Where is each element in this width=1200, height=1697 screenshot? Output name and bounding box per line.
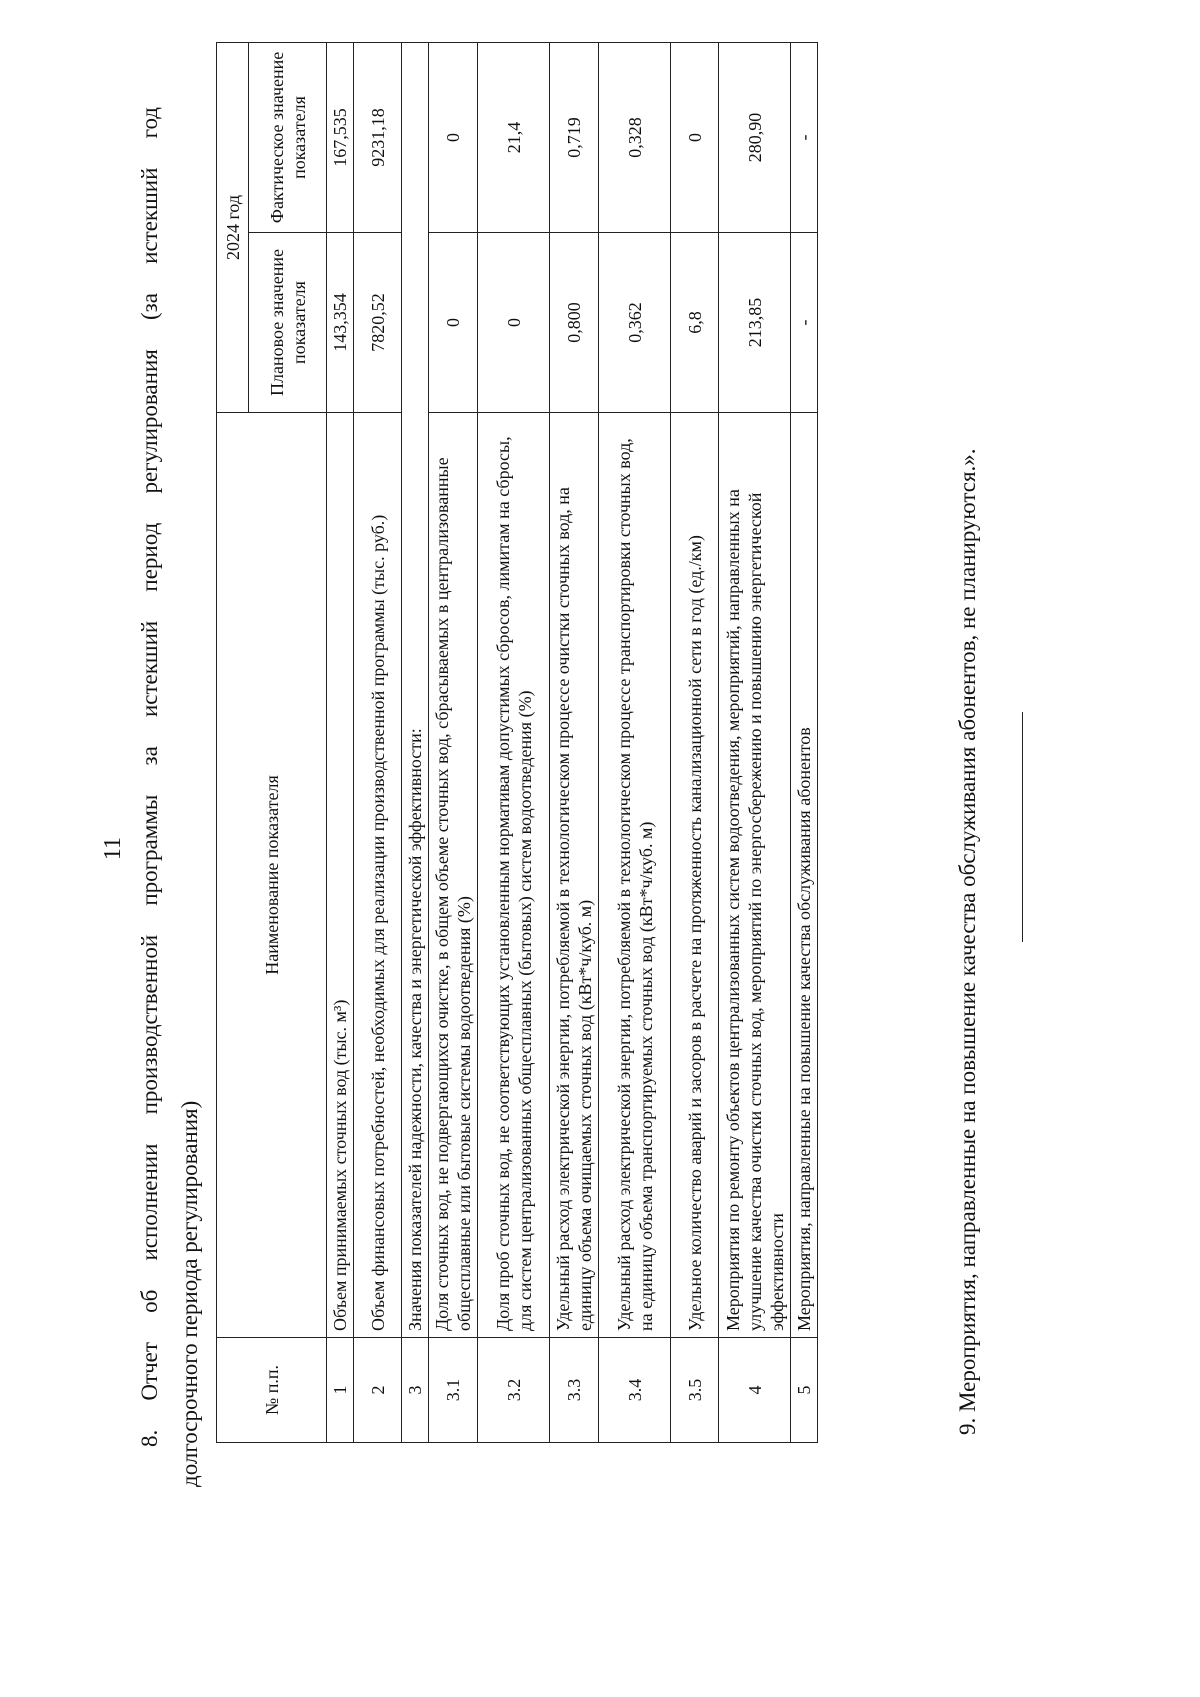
section-8-title (130, 107, 210, 1487)
table-row (719, 42, 791, 1442)
row-plan: - (791, 233, 818, 413)
table-row (327, 42, 354, 1442)
row-num: 2 (354, 1338, 402, 1443)
table-row (478, 42, 550, 1442)
row-num: 5 (791, 1338, 818, 1443)
row-num: 3.5 (671, 1338, 719, 1443)
closing-rule (1022, 712, 1023, 942)
row-fact: 167,535 (327, 42, 354, 232)
row-num: 1 (327, 1338, 354, 1443)
header-fact: Фактическое значение показателя (249, 42, 327, 232)
row-fact: 0 (671, 42, 719, 232)
row-fact: 0,328 (599, 42, 671, 232)
row-name: Удельный расход электрической энергии, потребляемой в технологическом процессе очистки сточных вод, на единицу объема очищаемых сточных вод (кВт*ч/куб. м) (550, 413, 599, 1338)
section-8-title-line-1: 8. Отчет об исполнении производственной программы за истекший период регулирования (за истекший год (137, 107, 162, 1447)
row-plan: 143,354 (327, 233, 354, 413)
table-row (599, 42, 671, 1442)
header-row (217, 42, 249, 1442)
row-num: 3.2 (478, 1338, 550, 1443)
section-8-title-line-2: долгосрочного периода регулирования) (177, 1100, 202, 1487)
row-name: Удельный расход электрической энергии, потребляемой в технологическом процессе транспортировки сточных вод, на единицу объема транспортируемых сточных вод (кВт*ч/куб. м) (599, 413, 671, 1338)
row-num: 3.4 (599, 1338, 671, 1443)
row-fact: 9231,18 (354, 42, 402, 232)
section-9-text: 9. Мероприятия, направленные на повышение качества обслуживания абонентов, не планируются.». (955, 448, 980, 1435)
header-name: Наименование показателя (217, 413, 327, 1338)
header-num: № п.п. (217, 1338, 327, 1443)
row-fact: - (791, 42, 818, 232)
row-fact: 0 (429, 42, 478, 232)
header-year: 2024 год (217, 42, 249, 412)
row-fact: 21,4 (478, 42, 550, 232)
report-table (216, 42, 818, 1443)
row-num: 4 (719, 1338, 791, 1443)
table-row (791, 42, 818, 1442)
row-fact: 0,719 (550, 42, 599, 232)
table-row (550, 42, 599, 1442)
page-number: 11 (100, 836, 126, 861)
row-num: 3 (402, 1338, 429, 1443)
row-name: Мероприятия, направленные на повышение качества обслуживания абонентов (791, 413, 818, 1338)
header-plan: Плановое значение показателя (249, 233, 327, 413)
row-plan: 0,800 (550, 233, 599, 413)
row-plan: 0 (429, 233, 478, 413)
row-name: Мероприятия по ремонту объектов централизованных систем водоотведения, мероприятий, направленных на улучшение качества очистки сточных вод, мероприятий по энергосбережению и повышению энергетической эффективности (719, 413, 791, 1338)
table-row (402, 42, 429, 1442)
row-name: Значения показателей надежности, качества и энергетической эффективности: (402, 42, 429, 1337)
table-row (429, 42, 478, 1442)
row-plan: 213,85 (719, 233, 791, 413)
row-name: Объем принимаемых сточных вод (тыс. м³) (327, 413, 354, 1338)
row-plan: 7820,52 (354, 233, 402, 413)
row-plan: 0,362 (599, 233, 671, 413)
table-row (671, 42, 719, 1442)
row-plan: 6,8 (671, 233, 719, 413)
row-name: Удельное количество аварий и засоров в расчете на протяженность канализационной сети в год (ед./км) (671, 413, 719, 1338)
row-name: Доля проб сточных вод, не соответствующих установленным нормативам допустимых сбросов, лимитам на сбросы, для систем централизованных общесплавных (бытовых) систем водоотведения (%) (478, 413, 550, 1338)
row-fact: 280,90 (719, 42, 791, 232)
row-num: 3.3 (550, 1338, 599, 1443)
row-plan: 0 (478, 233, 550, 413)
row-name: Доля сточных вод, не подвергающихся очистке, в общем объеме сточных вод, сбрасываемых в централизованные общесплавные или бытовые системы водоотведения (%) (429, 413, 478, 1338)
row-num: 3.1 (429, 1338, 478, 1443)
table-row (354, 42, 402, 1442)
row-name: Объем финансовых потребностей, необходимых для реализации производственной программы (тыс. руб.) (354, 413, 402, 1338)
